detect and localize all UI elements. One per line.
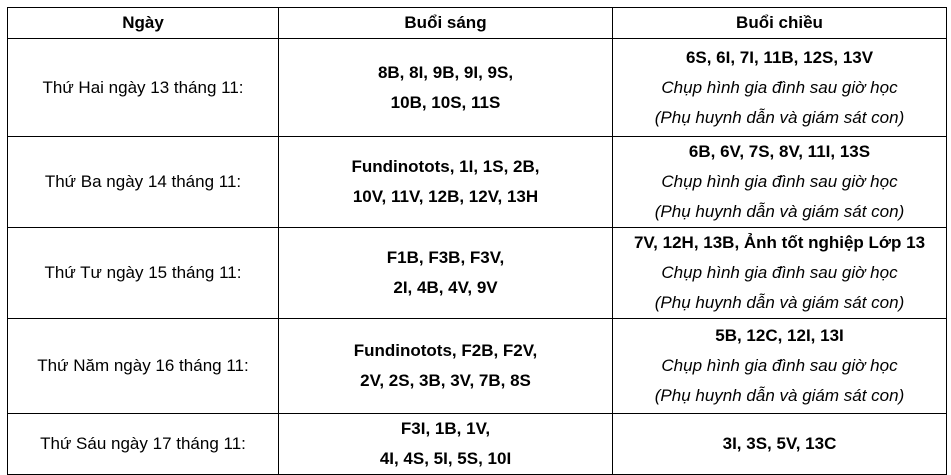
afternoon-note: (Phụ huynh dẫn và giám sát con) (654, 202, 905, 221)
afternoon-classes: 5B, 12C, 12I, 13I (715, 326, 844, 345)
morning-cell (279, 39, 613, 137)
header-morning: Buổi sáng (279, 8, 613, 39)
morning-line: 10B, 10S, 11S (390, 92, 501, 112)
afternoon-classes: 7V, 12H, 13B, Ảnh tốt nghiệp Lớp 13 (633, 233, 926, 252)
afternoon-cell (613, 414, 947, 475)
morning-cell (279, 228, 613, 319)
day-cell: Thứ Năm ngày 16 tháng 11: (8, 319, 279, 414)
day-cell: Thứ Hai ngày 13 tháng 11: (8, 39, 279, 137)
morning-cell (279, 137, 613, 228)
morning-cell (279, 414, 613, 475)
morning-line: Fundinotots, 1I, 1S, 2B, (351, 157, 540, 176)
afternoon-note: (Phụ huynh dẫn và giám sát con) (654, 107, 905, 127)
afternoon-note: Chụp hình gia đình sau giờ học (661, 172, 898, 191)
header-day: Ngày (8, 8, 279, 39)
header-row (8, 8, 947, 39)
afternoon-note: (Phụ huynh dẫn và giám sát con) (654, 293, 905, 312)
table-row (8, 228, 947, 319)
afternoon-cell (613, 137, 947, 228)
day-cell: Thứ Ba ngày 14 tháng 11: (8, 137, 279, 228)
table-row (8, 319, 947, 414)
afternoon-note: Chụp hình gia đình sau giờ học (661, 263, 898, 282)
afternoon-classes: 6B, 6V, 7S, 8V, 11I, 13S (688, 142, 871, 161)
morning-line: 8B, 8I, 9B, 9I, 9S, (377, 62, 514, 82)
afternoon-note: (Phụ huynh dẫn và giám sát con) (654, 386, 905, 405)
morning-line: 10V, 11V, 12B, 12V, 13H (352, 187, 539, 206)
morning-cell (279, 319, 613, 414)
header-afternoon: Buổi chiều (613, 8, 947, 39)
morning-line: 2V, 2S, 3B, 3V, 7B, 8S (360, 371, 531, 390)
schedule-table (7, 7, 947, 475)
table-row (8, 414, 947, 475)
afternoon-cell (613, 39, 947, 137)
day-cell: Thứ Tư ngày 15 tháng 11: (8, 228, 279, 319)
afternoon-cell (613, 319, 947, 414)
afternoon-cell (613, 228, 947, 319)
morning-line: 4I, 4S, 5I, 5S, 10I (379, 449, 512, 468)
afternoon-note: Chụp hình gia đình sau giờ học (661, 77, 898, 97)
morning-line: Fundinotots, F2B, F2V, (353, 341, 538, 360)
afternoon-classes: 3I, 3S, 5V, 13C (722, 434, 837, 453)
afternoon-classes: 6S, 6I, 7I, 11B, 12S, 13V (685, 47, 874, 67)
afternoon-note: Chụp hình gia đình sau giờ học (661, 356, 898, 375)
morning-line: F3I, 1B, 1V, (400, 419, 491, 438)
table-row (8, 137, 947, 228)
morning-line: F1B, F3B, F3V, (386, 248, 505, 267)
day-cell: Thứ Sáu ngày 17 tháng 11: (8, 414, 279, 475)
table-row (8, 39, 947, 137)
morning-line: 2I, 4B, 4V, 9V (393, 278, 498, 297)
